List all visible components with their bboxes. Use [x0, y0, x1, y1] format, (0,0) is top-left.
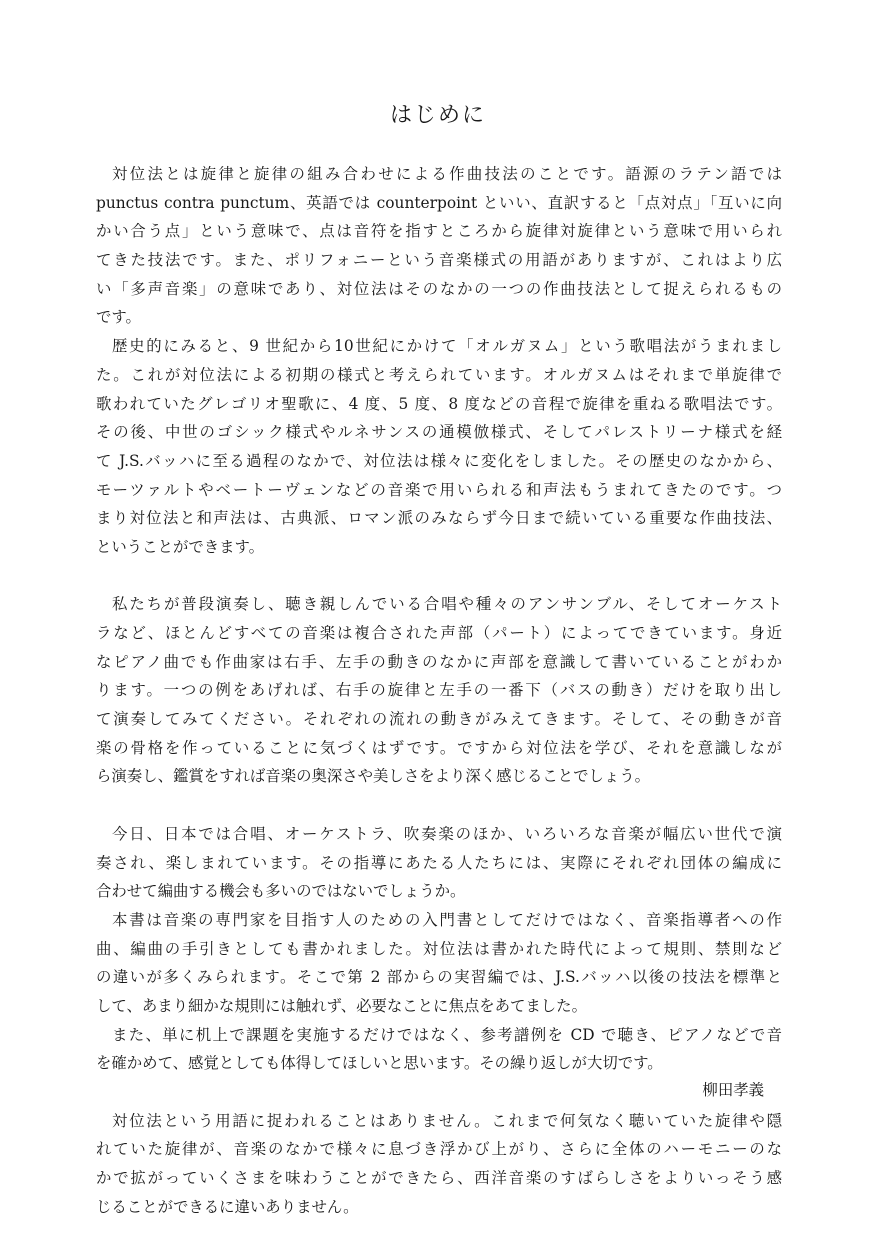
author-signature: 柳田孝義	[702, 1081, 764, 1099]
paragraph-line: 楽の骨格を作っていることに気づくはずです。ですから対位法を学び、それを意識しなが	[96, 738, 782, 757]
paragraph-spacer	[96, 562, 782, 591]
paragraph-line: 本書は音楽の専門家を目指す人のための入門書としてだけではなく、音楽指導者への作	[112, 910, 782, 929]
paragraph-line: の違いが多くみられます。そこで第 2 部からの実習編では、J.S.バッハ以後の技法を標準と	[96, 968, 782, 987]
paragraph-spacer	[96, 791, 782, 820]
paragraph-line: また、単に机上で課題を実施するだけではなく、参考譜例を CD で聴き、ピアノなどで音	[112, 1025, 782, 1044]
paragraph-line: かい合う点」という意味で、点は音符を指すところから旋律対旋律という意味で用いられ	[96, 222, 782, 241]
document-body	[96, 160, 782, 1221]
paragraph-line: punctus contra punctum、英語では counterpoint といい、直訳すると「点対点」「互いに向	[96, 193, 782, 212]
paragraph-line: い「多声音楽」の意味であり、対位法はそのなかの一つの作曲技法として捉えられるもの	[96, 279, 782, 298]
paragraph-line: れていた旋律が、音楽のなかで様々に息づき浮かび上がり、さらに全体のハーモニーのな	[96, 1140, 782, 1159]
paragraph-line: かで拡がっていくさまを味わうことができたら、西洋音楽のすばらしさをよりいっそう感	[96, 1169, 782, 1188]
paragraph-line: 歴史的にみると、9 世紀から10世紀にかけて「オルガヌム」という歌唱法がうまれまし	[112, 337, 782, 356]
paragraph-line: じることができるに違いありません。	[96, 1197, 359, 1216]
paragraph-line: 私たちが普段演奏し、聴き親しんでいる合唱や種々のアンサンブル、そしてオーケスト	[112, 595, 782, 614]
paragraph-line: 今日、日本では合唱、オーケストラ、吹奏楽のほか、いろいろな音楽が幅広い世代で演	[112, 824, 782, 843]
paragraph-line: その後、中世のゴシック様式やルネサンスの通模倣様式、そしてパレストリーナ様式を経	[96, 423, 782, 442]
paragraph-spacer	[96, 1078, 782, 1107]
paragraph-line: ということができます。	[96, 537, 265, 556]
paragraph-line: た。これが対位法による初期の様式と考えられています。オルガヌムはそれまで単旋律で	[96, 365, 782, 384]
paragraph-line: を確かめて、感覚としても体得してほしいと思います。その繰り返しが大切です。	[96, 1054, 663, 1073]
paragraph-line: 合わせて編曲する機会も多いのではないでしょうか。	[96, 882, 466, 901]
paragraph-line: 曲、編曲の手引きとしても書かれました。対位法は書かれた時代によって規則、禁則など	[96, 939, 782, 958]
paragraph-line: モーツァルトやベートーヴェンなどの音楽で用いられる和声法もうまれてきたのです。つ	[96, 480, 782, 499]
paragraph-line: て J.S.バッハに至る過程のなかで、対位法は様々に変化をしました。その歴史のなかから、	[96, 451, 782, 470]
paragraph-line: てきた技法です。また、ポリフォニーという音楽様式の用語がありますが、これはより広	[96, 251, 782, 270]
paragraph-line: 対位法という用語に捉われることはありません。これまで何気なく聴いていた旋律や隠	[112, 1111, 782, 1130]
paragraph-line: ります。一つの例をあげれば、右手の旋律と左手の一番下（バスの動き）だけを取り出し	[96, 681, 782, 700]
page-title: はじめに	[389, 103, 486, 128]
paragraph-line: 対位法とは旋律と旋律の組み合わせによる作曲技法のことです。語源のラテン語では	[112, 165, 782, 183]
paragraph-line: なピアノ曲でも作曲家は右手、左手の動きのなかに声部を意識して書いていることがわか	[96, 652, 782, 671]
paragraph-line: して、あまり細かな規則には触れず、必要なことに焦点をあてました。	[96, 996, 587, 1015]
paragraph-line: 歌われていたグレゴリオ聖歌に、4 度、5 度、8 度などの音程で旋律を重ねる歌唱法です。	[96, 394, 782, 413]
paragraph-line: です。	[96, 308, 141, 327]
paragraph-line: まり対位法と和声法は、古典派、ロマン派のみならず今日まで続いている重要な作曲技法、	[96, 509, 782, 528]
paragraph-line: て演奏してみてください。それぞれの流れの動きがみえてきます。そして、その動きが音	[96, 710, 782, 729]
paragraph-line: 奏され、楽しまれています。その指導にあたる人たちには、実際にそれぞれ団体の編成に	[96, 853, 782, 872]
paragraph-line: ら演奏し、鑑賞をすれば音楽の奥深さや美しさをより深く感じることでしょう。	[96, 767, 651, 786]
paragraph-line: ラなど、ほとんどすべての音楽は複合された声部（パート）によってできています。身近	[96, 624, 782, 642]
